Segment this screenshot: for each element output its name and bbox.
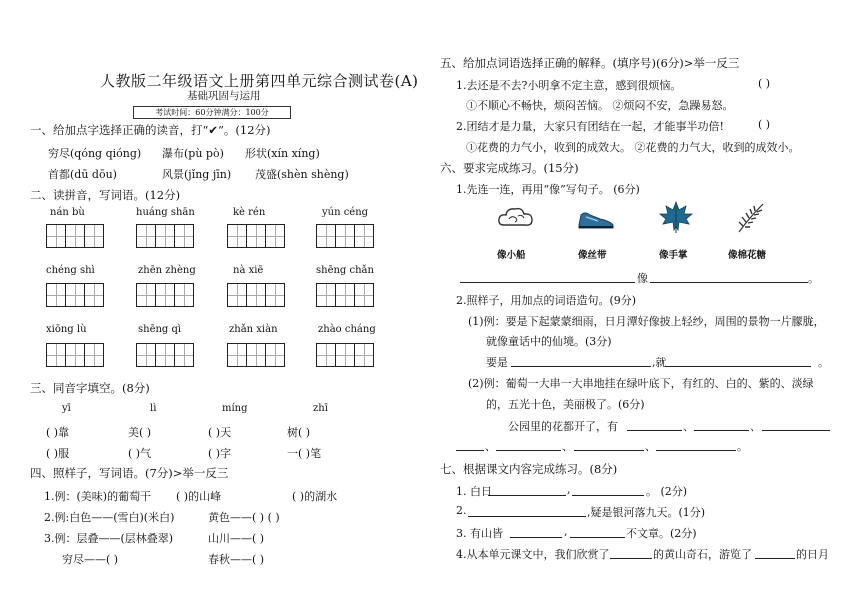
period: 。 <box>737 440 748 453</box>
answer-line[interactable] <box>627 430 682 431</box>
answer-line[interactable] <box>666 366 811 367</box>
writing-grid[interactable] <box>227 224 283 248</box>
section-5-heading: 五、给加点词语选择正确的解释。(填序号)(6分)>举一反三 <box>440 56 740 70</box>
s4-example: 1.例：(美味)的葡萄干 <box>44 490 152 503</box>
answer-line[interactable] <box>762 430 830 431</box>
park-label: 公园里的花都开了，有 <box>508 420 618 433</box>
dun-mark: 、 <box>750 420 761 433</box>
s1-item: 形状(xín xíng) <box>245 147 320 160</box>
answer-paren[interactable]: ( ) <box>758 77 771 90</box>
s1-item: 首都(dū dōu) <box>48 168 117 181</box>
answer-line[interactable] <box>456 450 484 451</box>
xiang-label: 像 <box>637 272 648 285</box>
writing-grid[interactable] <box>316 343 372 367</box>
example-text: (1)例：要是下起蒙蒙细雨，日月潭好像披上轻纱，周围的景物一片朦胧， <box>468 315 825 328</box>
answer-line[interactable] <box>574 450 644 451</box>
wheat-icon[interactable] <box>733 200 773 234</box>
s3-blank[interactable]: ( )服 <box>46 447 70 460</box>
s1-item: 穷尽(qóng qióng) <box>48 147 142 160</box>
s4-blank[interactable]: 穷尽——( ) <box>62 553 119 566</box>
s1-item: 茂盛(shèn shèng) <box>255 168 349 181</box>
section-1-heading: 一、给加点字选择正确的读音，打“✔”。(12分) <box>30 123 271 137</box>
section-6-heading: 六、要求完成练习。(15分) <box>440 161 579 175</box>
dun-mark: 、 <box>645 440 656 453</box>
s3-blank[interactable]: 树( ) <box>287 426 311 439</box>
writing-grid[interactable] <box>136 283 192 307</box>
pinyin-label: xiōng lù <box>46 324 87 335</box>
yaoshi-label: 要是 <box>486 356 508 369</box>
pinyin-label: zhǎn xiàn <box>229 324 278 335</box>
s3-blank[interactable]: 一( )笔 <box>287 447 322 460</box>
s4-blank[interactable]: 山川——( ) <box>208 532 265 545</box>
caption: 像丝带 <box>578 250 607 261</box>
pinyin-label: chéng shì <box>46 265 95 276</box>
writing-grid[interactable] <box>46 343 102 367</box>
pinyin-label: zhī <box>313 403 328 414</box>
example-text: 就像童话中的仙境。(3分) <box>486 335 612 348</box>
s3-blank[interactable]: 美( ) <box>128 426 152 439</box>
s7-question: 不文章。(2分) <box>626 527 697 540</box>
section-7-heading: 七、根据课文内容完成练习。(8分) <box>440 462 618 476</box>
s3-blank[interactable]: ( )字 <box>208 447 232 460</box>
cloud-icon[interactable] <box>496 203 536 233</box>
answer-paren[interactable]: ( ) <box>758 118 771 131</box>
s3-blank[interactable]: ( )气 <box>128 447 152 460</box>
s1-item: 风景(jǐng jīn) <box>162 168 232 181</box>
s7-question: ,疑是银河落九天。(1分) <box>587 506 706 519</box>
pinyin-label: lì <box>150 403 157 414</box>
pinyin-label: huáng shān <box>136 207 195 218</box>
pinyin-label: shēng qì <box>138 324 182 335</box>
s7-question: 的日月 <box>796 548 829 561</box>
answer-line[interactable] <box>496 450 561 451</box>
answer-line[interactable] <box>755 558 795 559</box>
writing-grid[interactable] <box>136 224 192 248</box>
pinyin-label: míng <box>222 403 248 414</box>
s5-question: 2.团结才是力量，大家只有团结在一起，才能事半功倍! <box>456 120 724 133</box>
answer-line[interactable] <box>572 495 644 496</box>
exam-info: 考试时间：60分钟满分：100分 <box>133 106 291 119</box>
pinyin-label: nán bù <box>50 207 85 218</box>
s4-blank[interactable]: 春秋——( ) <box>208 553 265 566</box>
period: 。 <box>808 272 819 285</box>
caption: 像棉花糖 <box>728 250 767 261</box>
dun-mark: 、 <box>683 420 694 433</box>
answer-line[interactable] <box>656 450 736 451</box>
pinyin-label: zhào cháng <box>318 324 376 335</box>
s4-blank[interactable]: ( )的山峰 <box>176 490 222 503</box>
s5-options: ①不顺心不畅快，烦闷苦恼。 ②烦闷不安，急躁易怒。 <box>466 99 734 112</box>
answer-line[interactable] <box>460 282 635 283</box>
answer-line[interactable] <box>510 537 562 538</box>
s7-question: 4.从本单元课文中，我们欣赏了 <box>456 548 610 561</box>
s4-blank[interactable]: ( )的湖水 <box>292 490 338 503</box>
example-text: (2)例：葡萄一大串一大串地挂在绿叶底下，有红的、白的、紫的、淡绿 <box>468 377 814 390</box>
s4-example: 2.例:白色——(雪白)(米白) <box>44 511 175 524</box>
s7-question: 1. 白日 <box>456 485 492 498</box>
s4-blank[interactable]: 黄色——( ) ( ) <box>208 511 280 524</box>
answer-line[interactable] <box>570 537 625 538</box>
example-text: 的，五光十色，美丽极了。(6分) <box>486 398 645 411</box>
writing-grid[interactable] <box>227 343 283 367</box>
s6-question: 2.照样子，用加点的词语造句。(9分) <box>456 294 637 307</box>
writing-grid[interactable] <box>227 283 283 307</box>
writing-grid[interactable] <box>316 283 372 307</box>
s7-question: 2. <box>456 504 467 517</box>
s3-blank[interactable]: ( )靠 <box>46 426 70 439</box>
pinyin-label: shēng chǎn <box>316 265 374 276</box>
s5-options: ①花费的力气小，收到的成效大。 ②花费的力气大，收到的成效小。 <box>466 141 800 154</box>
answer-line[interactable] <box>468 516 586 517</box>
period: 。 <box>818 356 829 369</box>
page-subtitle: 基础巩固与运用 <box>187 90 261 102</box>
pinyin-label: zhēn zhèng <box>138 265 196 276</box>
section-2-heading: 二、读拼音，写词语。(12分) <box>30 188 181 202</box>
pinyin-label: yún céng <box>322 207 369 218</box>
s7-question: 的黄山奇石，游览了 <box>653 548 752 561</box>
writing-grid[interactable] <box>46 283 102 307</box>
pinyin-label: nà xiē <box>233 265 264 276</box>
jiu-label: ,就 <box>652 356 667 369</box>
answer-line[interactable] <box>511 366 651 367</box>
writing-grid[interactable] <box>46 224 102 248</box>
section-4-heading: 四、照样子，写词语。(7分)>举一反三 <box>30 466 229 480</box>
s7-question: 。 (2分) <box>646 485 688 498</box>
pinyin-label: kè rén <box>233 207 266 218</box>
dun-mark: 、 <box>562 440 573 453</box>
caption: 像手掌 <box>659 250 688 261</box>
answer-line[interactable] <box>694 430 749 431</box>
answer-line[interactable] <box>610 558 652 559</box>
answer-line[interactable] <box>488 495 566 496</box>
s5-question: 1.去还是不去?小明拿不定主意，感到很烦恼。 <box>456 79 682 92</box>
page-title: 人教版二年级语文上册第四单元综合测试卷(A) <box>100 72 419 90</box>
pinyin-label: yī <box>62 403 71 414</box>
shoe-icon[interactable] <box>576 203 616 233</box>
maple-leaf-icon[interactable] <box>658 200 694 234</box>
dun-mark: 、 <box>485 440 496 453</box>
s1-item: 瀑布(pù pò) <box>162 147 224 160</box>
s6-question: 1.先连一连，再用“像”写句子。 (6分) <box>456 183 640 196</box>
caption: 像小船 <box>497 250 526 261</box>
section-3-heading: 三、同音字填空。(8分) <box>30 381 150 395</box>
s3-blank[interactable]: ( )天 <box>208 426 232 439</box>
writing-grid[interactable] <box>136 343 192 367</box>
writing-grid[interactable] <box>316 224 372 248</box>
answer-line[interactable] <box>650 282 808 283</box>
s4-example: 3.例：层叠——(层林叠翠) <box>44 532 174 545</box>
s7-question: 3. 有山皆 <box>456 527 503 540</box>
